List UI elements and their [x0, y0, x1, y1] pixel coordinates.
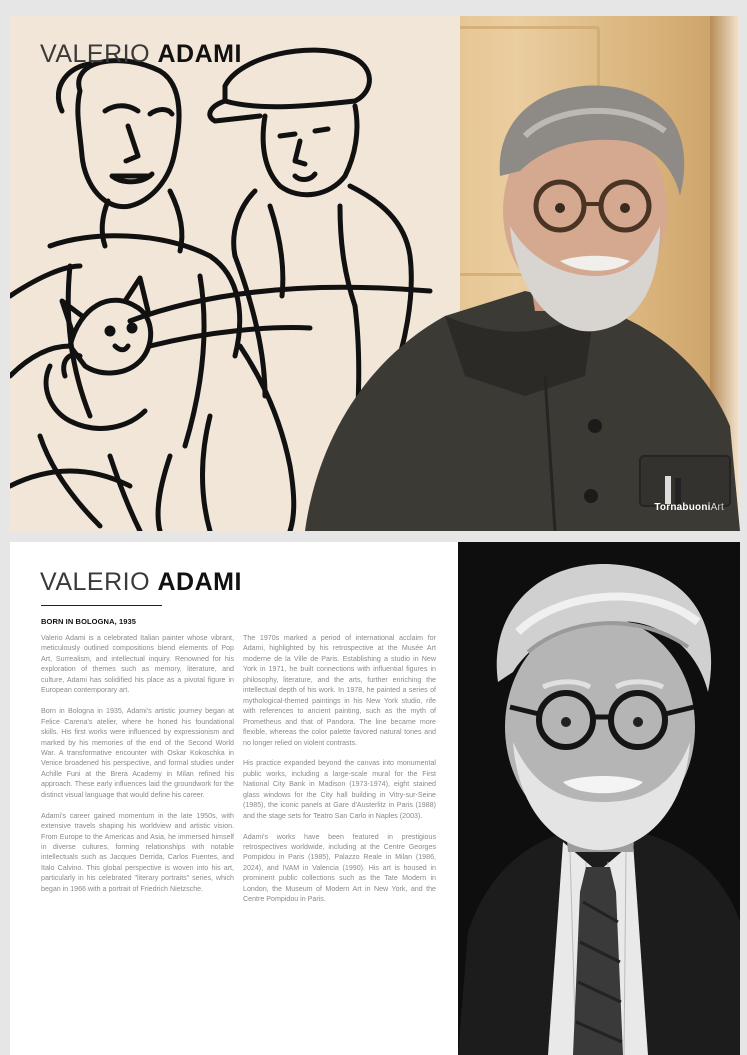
- bio-paragraph: His practice expanded beyond the canvas into monumental public works, including a large-scale mural for the First National City Bank in Madison (1973-1974), eight stained glass windows for the City hall building in Vitry-sur-Seine (1985), the iconic panels at Gare d'Austerlitz in Paris (1988) and the stage sets for Teatro San Carlo in Naples (2003).: [243, 759, 436, 820]
- bio-column-right: [243, 633, 436, 915]
- artist-photo: [295, 76, 740, 531]
- cover-title-last: ADAMI: [157, 40, 242, 68]
- bio-title-first: VALERIO: [40, 568, 151, 596]
- bio-paragraph: Born in Bologna in 1935, Adami's artistic journey began at Felice Carena's atelier, where he honed his foundational skills. His first works were influenced by expressionism and marked by his memories of the end of the Second World War. A transformative encounter with Oskar Kokoschka in Venice broadened his perspective, and formal studies under Achille Funi at the Brera Academy in Milan refined his approach. These early influences laid the groundwork for the distinct visual language that would define his career.: [41, 707, 234, 799]
- logo-bold-text: Tornabuoni: [654, 502, 711, 513]
- bio-paragraph: The 1970s marked a period of international acclaim for Adami, highlighted by his retrospective at the Musée Art moderne de la Ville de Paris. Establishing a studio in New York in 1971, he built connections with influential figures in philosophy, literature, and the arts, further enriching the intellectual depth of his work. In 1978, he painted a series of mythological-themed paintings in his New York studio, rife with references to ancient painting, such as the myth of Prometheus and that of Pandora. The line became more flexible, whereas the color palette favored natural tones and no longer relied on violent contrasts.: [243, 634, 436, 747]
- cover-page: [10, 16, 740, 531]
- logo-light-text: Art: [710, 502, 724, 513]
- biography-page: [10, 542, 740, 1055]
- bio-subheading: BORN IN BOLOGNA, 1935: [41, 617, 137, 626]
- cover-title: [40, 40, 242, 69]
- bio-paragraph: Adami's works have been featured in prestigious retrospectives worldwide, including at the Centre Georges Pompidou in Paris (1985), Palazzo Reale in Milan (1986, 2024), and IVAM in Valencia (1990). His art is housed in prominent public collections such as the Tate Modern in London, the Museum of Modern Art in New York, and the Centre Pompidou in Paris.: [243, 832, 436, 904]
- bio-title: [40, 568, 242, 597]
- title-divider: [41, 605, 162, 606]
- cover-title-first: VALERIO: [40, 40, 151, 68]
- bio-column-left: [41, 633, 234, 905]
- artist-bw-photo: [458, 542, 740, 1055]
- tornabuoni-art-logo: [654, 502, 724, 513]
- bw-portrait: [458, 542, 740, 1055]
- bio-title-last: ADAMI: [157, 568, 242, 596]
- bio-paragraph: Valerio Adami is a celebrated Italian painter whose vibrant, meticulously outlined compositions blend elements of Pop Art, Surrealism, and intellectual inquiry. Renowned for his exploration of themes such as memory, literature, and culture, Adami has solidified his place as a pivotal figure in European contemporary art.: [41, 634, 234, 695]
- bio-paragraph: Adami's career gained momentum in the late 1950s, with extensive travels shaping his worldview and artistic vision. From Europe to the Americas and Asia, he immersed himself in diverse cultures, forming relationships with notable intellectuals such as Jacques Derrida, Carlos Fuentes, and Italo Calvino. This global perspective is woven into his art, particularly in his celebrated "literary portraits" series, which began in 1966 with a portrait of Friedrich Nietzsche.: [41, 811, 234, 893]
